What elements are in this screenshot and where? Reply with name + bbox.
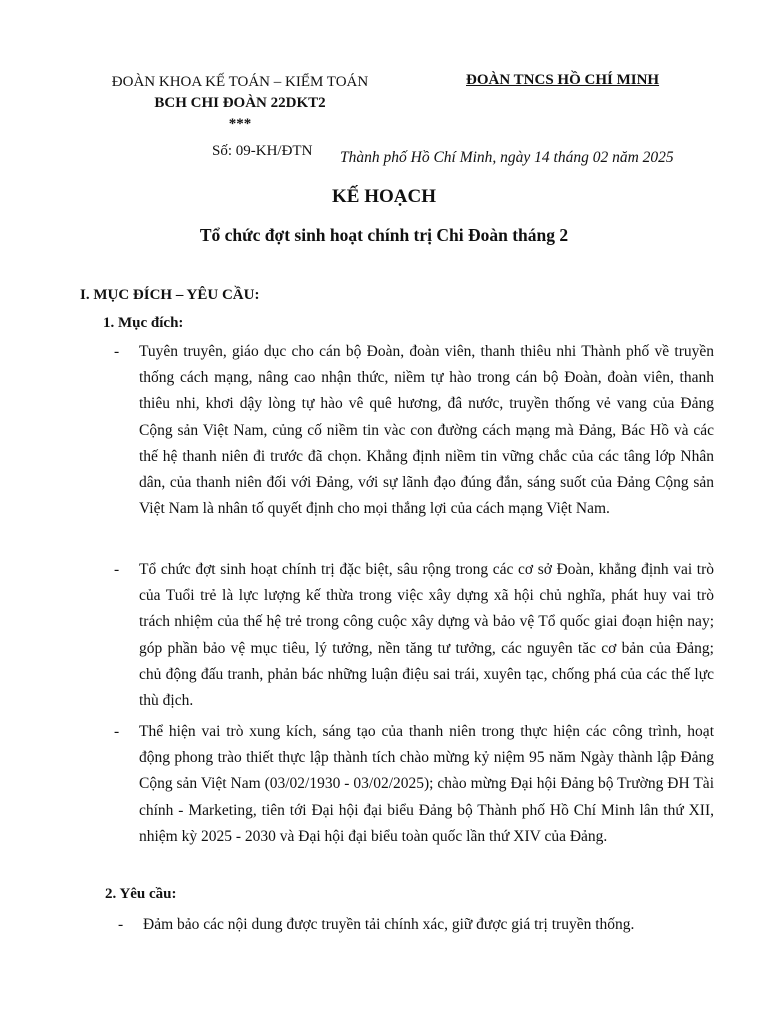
document-number: Số: 09-KH/ĐTN — [212, 143, 313, 159]
bullet-dash: - — [114, 343, 120, 360]
bullet-dash: - — [114, 723, 120, 740]
bullet-dash: - — [114, 561, 120, 578]
bullet-dash: - — [118, 916, 124, 933]
issuer-separator: *** — [228, 116, 252, 132]
list-item-text: Tuyên truyên, giáo dục cho cán bộ Đoàn, đoàn viên, thanh thiêu nhi Thành phố về truyền thống cách mạng, nâng cao nhận thức, niềm tự hào trong cán bộ Đoàn, đoàn viên, thanh thiêu nhi, khơi dậy lòng tự hào vê quê hương, đâ nước, truyền thống vẻ vang của Đảng Cộng sản Việt Nam, củng cố niềm tin vàc con đường cách mạng mà Đảng, Bác Hồ và các thế hệ thanh niên đi trước đã chọn. Khẳng định niềm tin vững chắc của các tâng lớp Nhân dân, của thanh niên đối với Đảng, với sự lãnh đạo đúng đắn, sáng suốt của Đảng Cộng sản Việt Nam là nhân tố quyết định cho mọi thắng lợi của cách mạng Việt Nam. — [139, 343, 714, 518]
requirements-heading: 2. Yêu cầu: — [105, 886, 177, 902]
list-item — [114, 557, 714, 714]
date-line: Thành phố Hồ Chí Minh, ngày 14 tháng 02 năm 2025 — [340, 149, 674, 166]
issuer-faculty: ĐOÀN KHOA KẾ TOÁN – KIỂM TOÁN — [111, 74, 369, 90]
purpose-heading: 1. Mục đích: — [103, 315, 184, 331]
issuer-block — [80, 72, 400, 135]
list-item-text: Đảm bảo các nội dung được truyền tải chính xác, giữ được giá trị truyền thống. — [143, 916, 635, 933]
list-item-text: Thể hiện vai trò xung kích, sáng tạo của thanh niên trong thực hiện các công trình, hoạt động phong trào thiết thực lập thành tích chào mừng kỷ niệm 95 năm Ngày thành lập Đảng Cộng sản Việt Nam (03/02/1930 - 03/02/2025); chào mừng Đại hội Đảng bộ Trường ĐH Tài chính - Marketing, tiên tới Đại hội đại biểu Đảng bộ Thành phố Hồ Chí Minh lân thứ XII, nhiệm kỳ 2025 - 2030 và Đại hội đại biểu toàn quốc lần thứ XIV của Đảng. — [139, 723, 714, 845]
list-item — [118, 912, 634, 938]
section-heading: I. MỤC ĐÍCH – YÊU CẦU: — [80, 287, 260, 303]
list-item-text: Tổ chức đợt sinh hoạt chính trị đặc biệt, sâu rộng trong các cơ sở Đoàn, khẳng định vai trò của Tuổi trẻ là lực lượng kế thừa trong việc xây dựng xã hội chủ nghĩa, phát huy vai trò trách nhiệm của thế hệ trẻ trong công cuộc xây dựng và bảo vệ Tổ quốc giai đoạn hiện nay; góp phần bảo vệ mục tiêu, lý tưởng, nền tăng tư tưởng, các nguyên tăc cơ bản của Đảng; chủ động đấu tranh, phản bác những luận điệu sai trái, xuyên tạc, chống phá của các thế lực thù địch. — [139, 561, 714, 710]
list-item — [114, 719, 714, 850]
list-item — [114, 339, 714, 522]
organization-title: ĐOÀN TNCS HỒ CHÍ MINH — [466, 72, 660, 88]
document-title: KẾ HOẠCH — [332, 186, 436, 207]
document-subtitle: Tổ chức đợt sinh hoạt chính trị Chi Đoàn tháng 2 — [199, 225, 569, 245]
issuer-branch: BCH CHI ĐOÀN 22DKT2 — [154, 95, 326, 111]
